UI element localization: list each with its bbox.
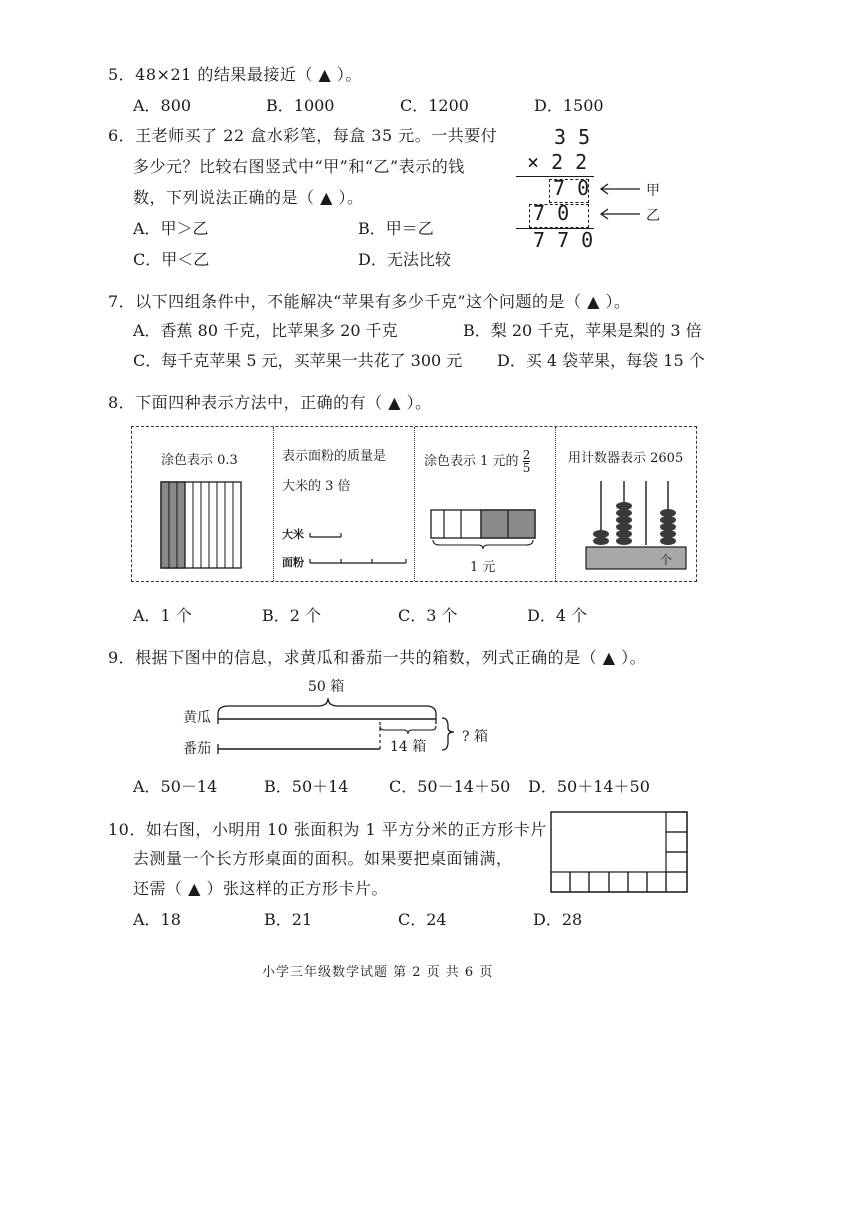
- vertical-row1: 3 5: [554, 125, 591, 149]
- panel4-label: 用计数器表示 2605: [568, 451, 684, 466]
- q9-label-diff: 14 箱: [390, 739, 427, 755]
- q5-option-d: D．1500: [534, 96, 604, 115]
- page-footer: 小学三年级数学试题 第 2 页 共 6 页: [262, 965, 494, 980]
- q7-option-c: C．每千克苹果 5 元，买苹果一共花了 300 元: [133, 351, 463, 370]
- q9-label-cucumber: 黄瓜: [183, 710, 211, 726]
- q6-line2: 多少元？比较右图竖式中“甲”和“乙”表示的钱: [133, 157, 465, 176]
- panel2-flour-label: 面粉: [282, 556, 304, 569]
- panel2-line1: 表示面粉的质量是: [282, 449, 387, 464]
- q8-panels: [131, 426, 697, 582]
- panel2-rice-label: 大米: [282, 528, 304, 541]
- panel3-label: [424, 449, 530, 474]
- q9-question: 9．根据下图中的信息，求黄瓜和番茄一共的箱数，列式正确的是（ ▲ ）。: [108, 648, 647, 667]
- q8-question: 8．下面四种表示方法中，正确的有（ ▲ ）。: [108, 393, 432, 412]
- q7-option-b: B．梨 20 千克，苹果是梨的 3 倍: [463, 321, 702, 340]
- panel-divider-1: [273, 427, 274, 581]
- q9-label-top: 50 箱: [308, 679, 345, 695]
- q8-option-b: B．2 个: [262, 606, 322, 625]
- q7-question: 7．以下四组条件中，不能解决“苹果有多少千克”这个问题的是（ ▲ ）。: [108, 292, 631, 311]
- vertical-row3: 7 0: [553, 176, 590, 200]
- q9-segment-figure: [214, 694, 464, 758]
- q8-option-d: D．4 个: [527, 606, 588, 625]
- q10-option-c: C．24: [398, 910, 447, 929]
- q6-line3: 数，下列说法正确的是（ ▲ ）。: [133, 188, 364, 207]
- vertical-row2: × 2 2: [527, 150, 588, 174]
- q6-option-b: B．甲＝乙: [358, 219, 434, 238]
- q9-option-a: A．50－14: [133, 777, 218, 796]
- pointer-arrows: [596, 180, 644, 224]
- panel3-fraction: [523, 449, 531, 474]
- q7-option-a: A．香蕉 80 千克，比苹果多 20 千克: [133, 321, 398, 340]
- abacus-figure: [584, 477, 690, 573]
- q8-option-c: C．3 个: [398, 606, 458, 625]
- q6-line1: 6．王老师买了 22 盒水彩笔，每盒 35 元。一共要付: [108, 126, 498, 145]
- q5-question: 5．48×21 的结果最接近（ ▲ ）。: [108, 65, 362, 84]
- panel2-line2: 大米的 3 倍: [282, 479, 351, 494]
- q5-option-b: B．1000: [266, 96, 335, 115]
- fraction-strip-figure: [430, 509, 540, 549]
- panel3-denominator: 5: [522, 461, 531, 475]
- panel1-label: 涂色表示 0.3: [161, 453, 238, 468]
- panel3-unit: 1 元: [470, 560, 496, 575]
- q6-option-a: A．甲＞乙: [133, 219, 209, 238]
- q9-label-total: ? 箱: [462, 729, 488, 745]
- segment-bars-figure: [308, 527, 410, 567]
- q9-option-c: C．50－14＋50: [389, 777, 511, 796]
- q9-option-b: B．50＋14: [264, 777, 349, 796]
- panel-divider-2: [414, 427, 415, 581]
- q10-option-b: B．21: [264, 910, 313, 929]
- q10-option-a: A．18: [133, 910, 181, 929]
- q6-option-d: D．无法比较: [358, 250, 451, 269]
- panel4-ones-label: 个: [660, 553, 673, 567]
- decimal-strip-figure: [160, 481, 242, 569]
- q10-option-d: D．28: [533, 910, 583, 929]
- q10-line1: 10．如右图，小明用 10 张面积为 1 平方分米的正方形卡片: [108, 820, 547, 839]
- q8-option-a: A．1 个: [133, 606, 192, 625]
- q9-label-tomato: 番茄: [183, 741, 211, 757]
- label-yi: 乙: [646, 208, 660, 224]
- vertical-row4: 7 0: [533, 201, 570, 225]
- q10-line3: 还需（ ▲ ）张这样的正方形卡片。: [133, 879, 388, 898]
- panel-divider-3: [555, 427, 556, 581]
- panel3-text: 涂色表示 1 元的: [424, 454, 519, 469]
- q5-option-a: A．800: [133, 96, 192, 115]
- label-jia: 甲: [646, 183, 660, 199]
- q9-option-d: D．50＋14＋50: [528, 777, 650, 796]
- vertical-row5: 7 7 0: [533, 228, 594, 252]
- q10-tile-figure: [550, 810, 690, 894]
- q6-option-c: C．甲＜乙: [133, 250, 210, 269]
- q10-line2: 去测量一个长方形桌面的面积。如果要把桌面铺满，: [133, 849, 513, 868]
- q7-option-d: D．买 4 袋苹果，每袋 15 个: [497, 351, 705, 370]
- q5-option-c: C．1200: [400, 96, 469, 115]
- panel3-numerator: 2: [522, 448, 531, 462]
